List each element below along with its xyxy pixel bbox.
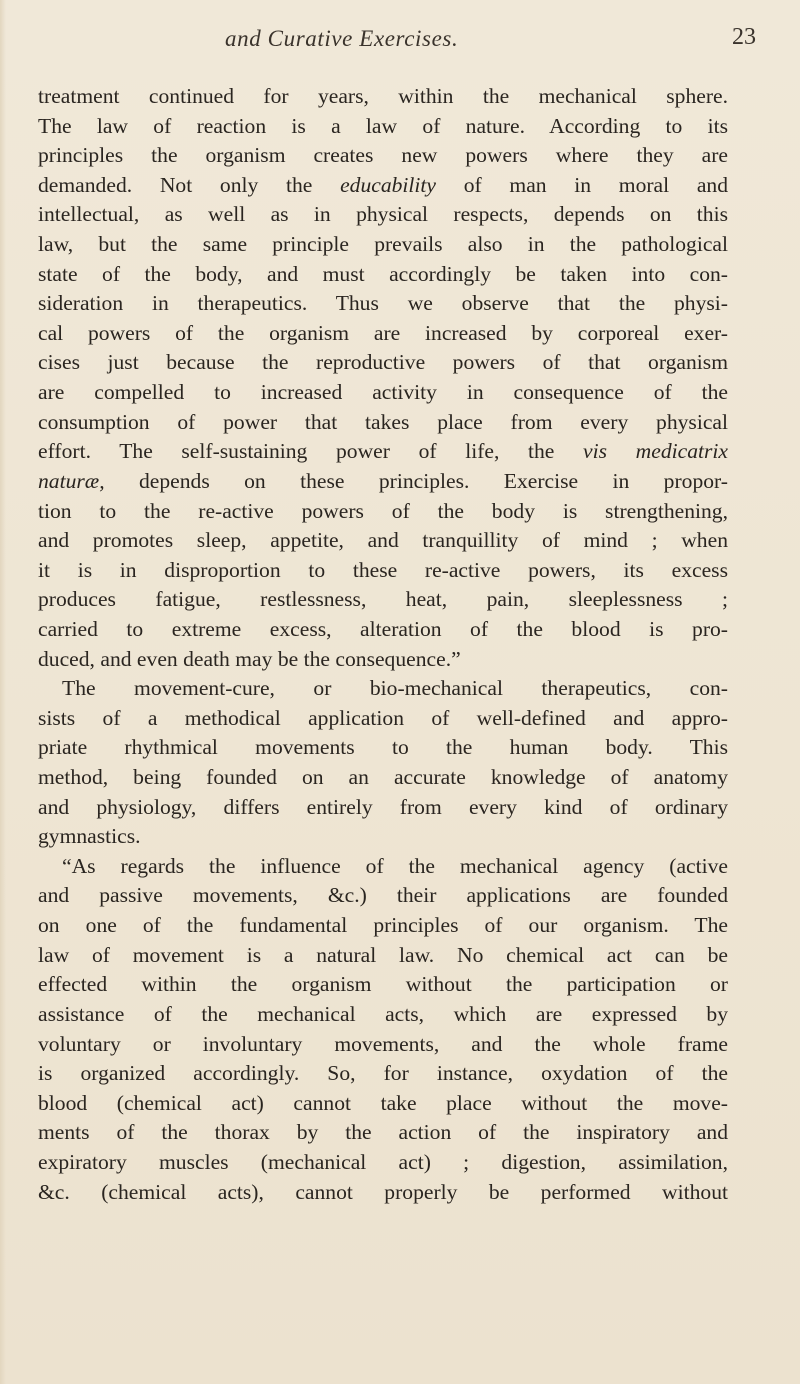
text-line [38,941,728,971]
text-line [38,1178,728,1208]
text-segment: and promotes sleep, appetite, and tranquillity of mind ; when [38,528,728,553]
text-line [38,1030,728,1060]
text-segment: and passive movements, &c.) their applications are founded [38,883,728,908]
text-line [38,733,728,763]
text-line [38,378,728,408]
text-line [38,408,728,438]
text-line [38,793,728,823]
italic-text: vis medicatrix [583,439,728,464]
text-line [38,615,728,645]
text-line [38,1000,728,1030]
text-line [38,497,728,527]
text-segment: state of the body, and must accordingly be taken into con- [38,261,728,286]
text-segment: of man in moral and [436,172,729,197]
text-line [38,645,728,675]
text-segment: ments of the thorax by the action of the inspiratory and [38,1120,728,1145]
italic-text: educability [340,172,437,197]
page-edge-shadow [0,0,6,1384]
text-segment: carried to extreme excess, alteration of the blood is pro- [38,616,728,641]
text-line [38,230,728,260]
text-segment: The movement-cure, or bio-mechanical therapeutics, con- [62,676,728,701]
text-segment: priate rhythmical movements to the human body. This [38,735,728,760]
text-line [38,82,728,112]
text-segment: law of movement is a natural law. No chemical act can be [38,942,728,967]
text-segment: sideration in therapeutics. Thus we observe that the physi- [38,291,728,316]
text-line [38,200,728,230]
text-segment: treatment continued for years, within the mechanical sphere. [38,84,728,108]
text-segment: intellectual, as well as in physical respects, depends on this [38,202,728,227]
text-segment: duced, and even death may be the consequence.” [38,646,461,671]
text-segment: gymnastics. [38,824,141,849]
text-line [38,970,728,1000]
text-line [38,1148,728,1178]
text-segment: consumption of power that takes place from every physical [38,409,728,434]
page-header [0,26,800,60]
text-line [38,704,728,734]
text-segment: cal powers of the organism are increased by corporeal exer- [38,320,728,345]
text-segment: demanded. Not only the [38,172,341,197]
text-line [38,852,728,882]
text-segment: assistance of the mechanical acts, which are expressed by [38,1001,728,1026]
text-segment: expiratory muscles (mechanical act) ; digestion, assimilation, [38,1149,728,1174]
text-segment: blood (chemical act) cannot take place without the move- [38,1090,728,1115]
text-segment: cises just because the reproductive powers of that organism [38,350,728,375]
text-line [38,674,728,704]
text-segment: it is in disproportion to these re-active powers, its excess [38,557,728,582]
text-line [38,171,728,201]
text-segment: is organized accordingly. So, for instance, oxydation of the [38,1061,728,1086]
body-text [38,82,728,1207]
text-segment: produces fatigue, restlessness, heat, pain, sleeplessness ; [38,587,728,612]
text-segment: tion to the re-active powers of the body is strengthening, [38,498,728,523]
text-line [38,260,728,290]
text-segment: effected within the organism without the participation or [38,972,728,997]
text-segment: depends on these principles. Exercise in propor- [104,468,728,493]
italic-text: naturæ, [38,468,105,493]
text-line [38,911,728,941]
text-line [38,289,728,319]
text-segment: &c. (chemical acts), cannot properly be performed without [38,1179,728,1204]
text-line [38,141,728,171]
text-segment: effort. The self-sustaining power of life, the [38,439,584,464]
text-segment: sists of a methodical application of well-defined and appro- [38,705,728,730]
text-line [38,822,728,852]
text-line [38,319,728,349]
text-segment: are compelled to increased activity in consequence of the [38,380,728,405]
text-line [38,348,728,378]
text-line [38,1089,728,1119]
text-line [38,881,728,911]
text-segment: principles the organism creates new powers where they are [38,143,728,168]
text-segment: law, but the same principle prevails also in the pathological [38,232,728,257]
text-line [38,1059,728,1089]
text-line [38,437,728,467]
text-line [38,1118,728,1148]
text-segment: method, being founded on an accurate knowledge of anatomy [38,765,728,790]
text-line [38,467,728,497]
page-number: 23 [732,24,756,50]
text-line [38,112,728,142]
text-segment: on one of the fundamental principles of our organism. The [38,913,728,938]
running-head: and Curative Exercises. [225,26,459,51]
text-segment: The law of reaction is a law of nature. According to its [38,113,728,138]
text-line [38,556,728,586]
text-segment: voluntary or involuntary movements, and the whole frame [38,1031,728,1056]
text-line [38,763,728,793]
text-line [38,585,728,615]
text-segment: “As regards the influence of the mechanical agency (active [62,853,728,878]
text-line [38,526,728,556]
text-segment: and physiology, differs entirely from every kind of ordinary [38,794,728,819]
